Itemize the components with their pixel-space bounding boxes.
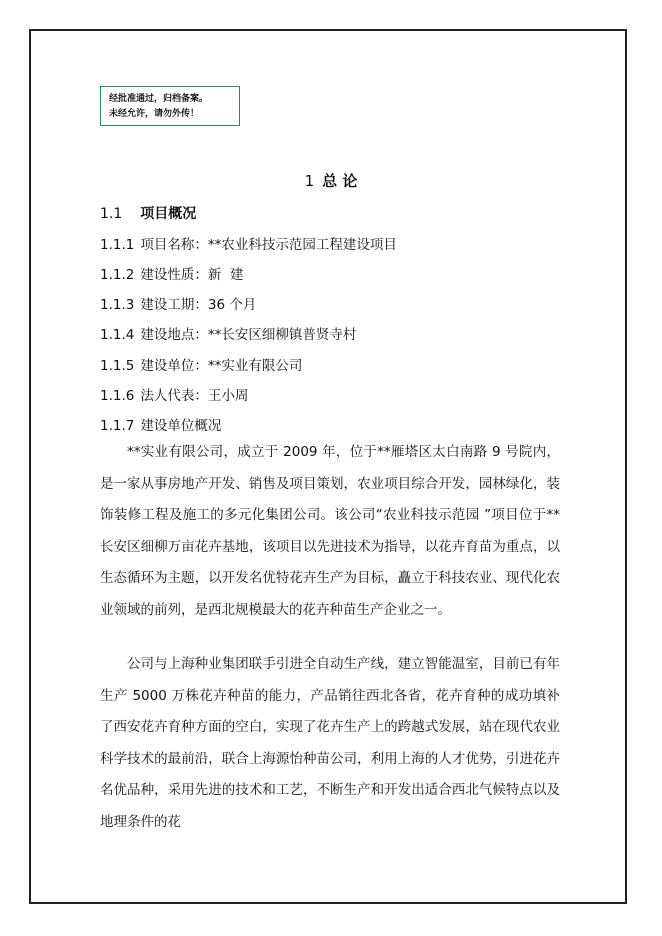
item-text: 建设工期：36 个月 <box>140 297 257 313</box>
item-text: 建设性质：新 建 <box>140 267 244 283</box>
chapter-heading <box>0 170 662 191</box>
section-number: 1.1 <box>100 206 123 222</box>
item-number: 1.1.5 <box>100 358 135 374</box>
list-item <box>100 323 356 343</box>
list-item <box>100 384 248 404</box>
item-number: 1.1.1 <box>100 237 135 253</box>
section-title: 项目概况 <box>140 206 197 222</box>
archive-notice-box <box>100 86 240 126</box>
item-text: 建设单位：**实业有限公司 <box>140 358 303 374</box>
item-text: 项目名称：**农业科技示范园工程建设项目 <box>140 237 397 253</box>
list-item <box>100 354 302 374</box>
list-item <box>100 293 256 313</box>
notice-line-2: 未经允许，请勿外传！ <box>109 109 200 119</box>
item-text: 建设地点：**长安区细柳镇普贤寺村 <box>140 327 357 343</box>
body-paragraph-1: **实业有限公司，成立于 2009 年，位于**雁塔区太白南路 9 号院内，是一家从事房地产开发、销售及项目策划，农业项目综合开发，园林绿化，装饰装修工程及施工的多元化集团公司。该公司“农业科技示范园 ”项目位于**长安区细柳万亩花卉基地，该项目以先进技术为指导，以花卉育苗为重点，以生态循环为主题，以开发名优特花卉生产为目标，矗立于科技农业、现代化农业领域的前列，是西北规模最大的花卉种苗生产企业之一。 <box>100 444 560 618</box>
chapter-number: 1 <box>304 172 315 190</box>
list-item <box>100 263 243 283</box>
item-text: 法人代表：王小周 <box>140 388 249 404</box>
item-text: 建设单位概况 <box>140 418 222 434</box>
item-number: 1.1.2 <box>100 267 135 283</box>
list-item <box>100 414 221 434</box>
item-number: 1.1.3 <box>100 297 135 313</box>
item-number: 1.1.4 <box>100 327 135 343</box>
notice-line-1: 经批准通过，归档备案。 <box>109 94 209 104</box>
item-number: 1.1.7 <box>100 418 135 434</box>
list-item <box>100 233 397 253</box>
item-number: 1.1.6 <box>100 388 135 404</box>
chapter-title: 总 论 <box>322 172 358 190</box>
body-paragraph-2: 公司与上海种业集团联手引进全自动生产线，建立智能温室，目前已有年生产 5000 万株花卉种苗的能力，产品销往西北各省，花卉育种的成功填补了西安花卉育种方面的空白，实现了花卉生产上的跨越式发展，站在现代农业科学技术的最前沿，联合上海源怡种苗公司，利用上海的人才优势，引进花卉名优品种，采用先进的技术和工艺，不断生产和开发出适合西北气候特点以及地理条件的花 <box>100 656 560 830</box>
section-heading <box>100 203 196 223</box>
